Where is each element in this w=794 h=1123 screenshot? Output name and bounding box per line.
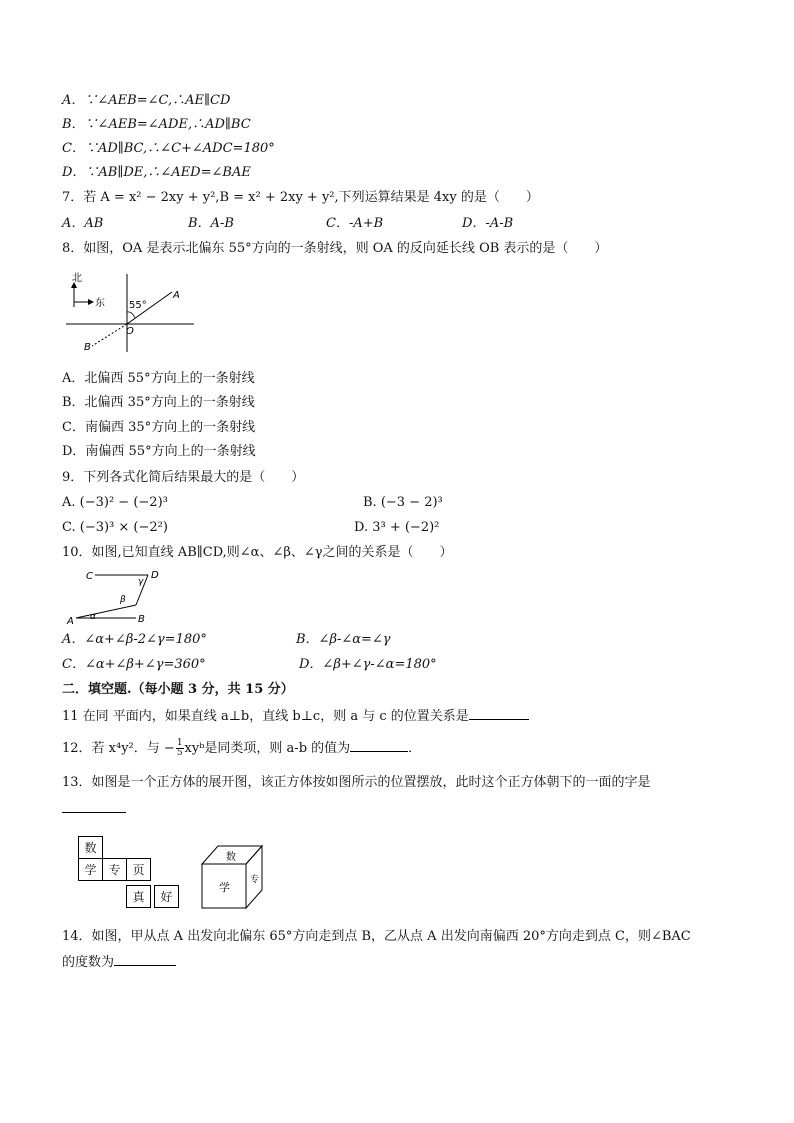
- q10-option-a: A．∠α+∠β-2∠γ=180°: [62, 632, 207, 647]
- q12-line: [62, 739, 421, 758]
- q11-line: [62, 707, 529, 725]
- q6-option-a: A．∵∠AEB=∠C,∴AE∥CD: [62, 93, 231, 108]
- net-face-6: 好: [154, 885, 179, 908]
- q14-text: 的度数为: [62, 955, 115, 970]
- q10-stem: 10．如图,已知直线 AB∥CD,则∠α、∠β、∠γ之间的关系是（ ）: [62, 545, 453, 560]
- point-a-label: A: [173, 290, 180, 301]
- point-a-label: A: [67, 616, 74, 627]
- q7-stem: 7．若 A = x² − 2xy + y²,B = x² + 2xy + y²,下列运算结果是 4xy 的是（ ）: [62, 190, 539, 205]
- q14-line-2: [62, 953, 176, 971]
- q9-option-b: B. (−3 − 2)³: [363, 495, 443, 510]
- point-b-label: B: [84, 342, 91, 353]
- ray-ob: [92, 324, 127, 346]
- q9-stem: 9．下列各式化简后结果最大的是（ ）: [62, 470, 305, 485]
- q13-answer-blank[interactable]: [62, 812, 126, 813]
- q10-option-d: D．∠β+∠γ-∠α=180°: [299, 657, 437, 672]
- point-o-label: O: [126, 326, 134, 337]
- q8-figure: [62, 272, 202, 356]
- q9-option-c: C. (−3)³ × (−2²): [62, 520, 168, 535]
- angle-arc: [127, 312, 135, 318]
- q14-answer-blank[interactable]: [114, 953, 176, 966]
- cube-side-label: 专: [250, 875, 260, 885]
- q7-option-d: D．-A-B: [462, 216, 514, 231]
- net-face-3: 专: [102, 858, 127, 881]
- q7-option-b: B．A-B: [188, 216, 234, 231]
- q6-option-c: C．∵AD∥BC,∴∠C+∠ADC=180°: [62, 141, 275, 156]
- q13-cube-figure: [198, 842, 270, 912]
- cube-front-label: 学: [219, 881, 230, 894]
- q7-option-c: C．-A+B: [326, 216, 384, 231]
- q10-figure: [62, 564, 172, 628]
- q12-post: xyᵇ是同类项，则 a-b 的值为: [184, 741, 351, 756]
- q10-option-b: B．∠β-∠α=∠γ: [296, 632, 391, 647]
- q12-fraction: [176, 739, 184, 758]
- q11-text: 11 在同 平面内，如果直线 a⊥b，直线 b⊥c，则 a 与 c 的位置关系是: [62, 709, 469, 724]
- q12-frac-den: 5: [176, 748, 183, 758]
- point-b-label: B: [138, 614, 145, 625]
- q12-end: ．: [408, 741, 422, 756]
- point-c-label: C: [86, 571, 93, 582]
- q8-option-a: A．北偏西 55°方向上的一条射线: [62, 371, 255, 386]
- q8-option-c: C．南偏西 35°方向上的一条射线: [62, 420, 256, 435]
- gamma-label: γ: [138, 577, 144, 587]
- cube-top-label: 数: [226, 852, 236, 863]
- east-arrow-head: [88, 299, 94, 305]
- q6-option-d: D．∵AB∥DE,∴∠AED=∠BAE: [62, 165, 251, 180]
- net-face-5: 真: [126, 885, 151, 908]
- q12-answer-blank[interactable]: [350, 739, 408, 752]
- q12-frac-num: 1: [176, 738, 183, 748]
- north-label: 北: [72, 273, 82, 284]
- q6-option-b: B．∵∠AEB=∠ADE,∴AD∥BC: [62, 117, 251, 132]
- q9-option-d: D. 3³ + (−2)²: [354, 520, 440, 535]
- q7-option-a: A．AB: [62, 216, 104, 231]
- q8-option-d: D．南偏西 55°方向上的一条射线: [62, 444, 256, 459]
- q13-stem: 13．如图是一个正方体的展开图，该正方体按如图所示的位置摆放，此时这个正方体朝下的一面的字是: [62, 775, 651, 790]
- east-label: 东: [95, 298, 105, 309]
- net-face-4: 页: [126, 858, 151, 881]
- q9-option-a: A. (−3)² − (−2)³: [62, 495, 168, 510]
- segment-e-a: [76, 605, 136, 618]
- q8-option-b: B．北偏西 35°方向上的一条射线: [62, 395, 255, 410]
- angle-label: 55°: [129, 300, 147, 311]
- q11-answer-blank[interactable]: [469, 707, 529, 720]
- q12-pre: 12．若 x⁴y²．与 −: [62, 741, 175, 756]
- beta-label: β: [120, 595, 126, 605]
- net-face-1: 数: [78, 836, 103, 859]
- alpha-label: α: [90, 612, 96, 622]
- q8-stem: 8．如图，OA 是表示北偏东 55°方向的一条射线，则 OA 的反向延长线 OB 表示的是（ ）: [62, 241, 608, 256]
- q14-line-1: 14．如图，甲从点 A 出发向北偏东 65°方向走到点 B，乙从点 A 出发向南偏西 20°方向走到点 C，则∠BAC: [62, 929, 691, 944]
- point-d-label: D: [151, 570, 159, 581]
- q10-option-c: C．∠α+∠β+∠γ=360°: [62, 657, 206, 672]
- section-2-heading: 二．填空题.（每小题 3 分，共 15 分）: [62, 682, 294, 697]
- net-face-2: 学: [78, 858, 103, 881]
